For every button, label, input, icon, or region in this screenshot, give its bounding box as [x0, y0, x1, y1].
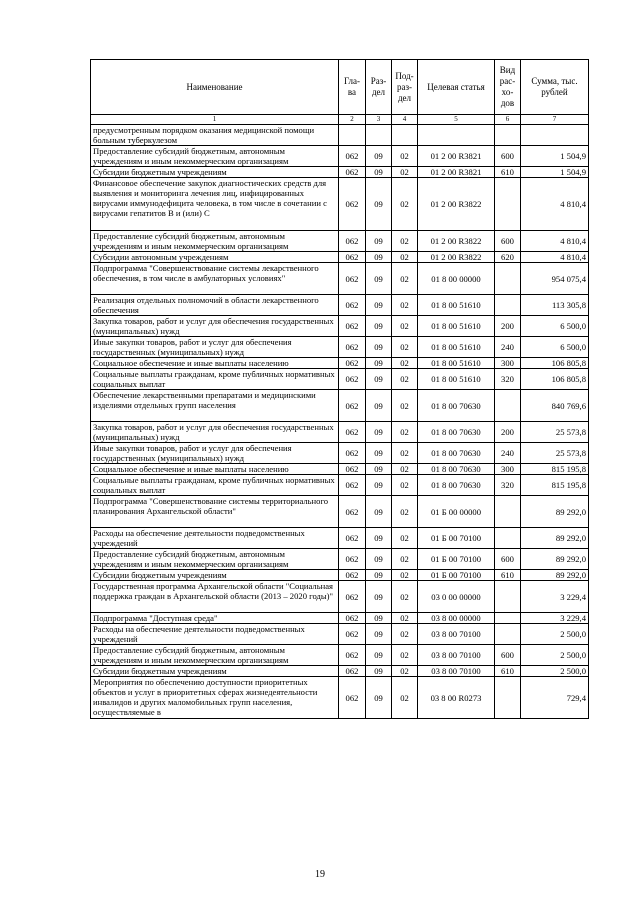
header-sum: Сумма, тыс. рублей — [521, 60, 589, 115]
cell-podrazdel: 02 — [392, 390, 418, 422]
cell-vid: 200 — [495, 316, 521, 337]
cell-razdel: 09 — [366, 295, 392, 316]
cell-target: 01 8 00 70630 — [418, 475, 495, 496]
cell-vid: 610 — [495, 167, 521, 178]
cell-target: 01 8 00 70630 — [418, 390, 495, 422]
table-row — [91, 475, 589, 496]
cell-name: Социальное обеспечение и иные выплаты населению — [91, 358, 339, 369]
cell-podrazdel: 02 — [392, 475, 418, 496]
column-number: 6 — [495, 115, 521, 125]
cell-name: Государственная программа Архангельской области "Социальная поддержка граждан в Архангельской области (2013 – 2020 годы)" — [91, 581, 339, 613]
cell-podrazdel: 02 — [392, 496, 418, 528]
header-row — [91, 60, 589, 115]
cell-sum: 4 810,4 — [521, 252, 589, 263]
cell-sum: 815 195,8 — [521, 475, 589, 496]
cell-podrazdel: 02 — [392, 358, 418, 369]
cell-target: 01 Б 00 70100 — [418, 570, 495, 581]
cell-target: 03 8 00 00000 — [418, 613, 495, 624]
cell-sum: 1 504,9 — [521, 146, 589, 167]
column-number: 1 — [91, 115, 339, 125]
cell-name: предусмотренным порядком оказания медицинской помощи больным туберкулезом — [91, 125, 339, 146]
cell-vid: 240 — [495, 337, 521, 358]
cell-razdel: 09 — [366, 613, 392, 624]
cell-sum: 2 500,0 — [521, 666, 589, 677]
cell-glava: 062 — [339, 337, 366, 358]
cell-razdel: 09 — [366, 316, 392, 337]
cell-razdel: 09 — [366, 422, 392, 443]
cell-target: 01 Б 00 70100 — [418, 528, 495, 549]
cell-glava: 062 — [339, 316, 366, 337]
cell-name: Реализация отдельных полномочий в области лекарственного обеспечения — [91, 295, 339, 316]
cell-target: 01 8 00 51610 — [418, 358, 495, 369]
cell-vid: 320 — [495, 369, 521, 390]
cell-vid: 600 — [495, 231, 521, 252]
table-row — [91, 624, 589, 645]
cell-podrazdel: 02 — [392, 570, 418, 581]
cell-podrazdel: 02 — [392, 528, 418, 549]
column-number: 7 — [521, 115, 589, 125]
cell-glava: 062 — [339, 624, 366, 645]
cell-vid: 600 — [495, 549, 521, 570]
cell-glava: 062 — [339, 422, 366, 443]
cell-target: 03 8 00 70100 — [418, 666, 495, 677]
cell-sum: 106 805,8 — [521, 369, 589, 390]
cell-razdel: 09 — [366, 146, 392, 167]
cell-razdel: 09 — [366, 570, 392, 581]
cell-sum: 815 195,8 — [521, 464, 589, 475]
cell-name: Расходы на обеспечение деятельности подведомственных учреждений — [91, 528, 339, 549]
cell-vid — [495, 496, 521, 528]
header-name: Наименование — [91, 60, 339, 115]
cell-target: 01 2 00 R3821 — [418, 146, 495, 167]
table-row — [91, 295, 589, 316]
cell-sum: 3 229,4 — [521, 581, 589, 613]
cell-razdel: 09 — [366, 549, 392, 570]
cell-razdel: 09 — [366, 231, 392, 252]
cell-sum: 106 805,8 — [521, 358, 589, 369]
cell-podrazdel: 02 — [392, 464, 418, 475]
cell-target: 03 8 00 70100 — [418, 645, 495, 666]
cell-podrazdel: 02 — [392, 252, 418, 263]
cell-glava: 062 — [339, 496, 366, 528]
cell-razdel: 09 — [366, 645, 392, 666]
cell-name: Подпрограмма "Совершенствование системы территориального планирования Архангельской области" — [91, 496, 339, 528]
cell-podrazdel: 02 — [392, 422, 418, 443]
cell-vid — [495, 581, 521, 613]
cell-razdel: 09 — [366, 443, 392, 464]
cell-sum: 6 500,0 — [521, 337, 589, 358]
cell-vid — [495, 528, 521, 549]
cell-vid: 610 — [495, 666, 521, 677]
cell-glava: 062 — [339, 464, 366, 475]
table-row — [91, 549, 589, 570]
cell-podrazdel: 02 — [392, 167, 418, 178]
cell-glava: 062 — [339, 252, 366, 263]
cell-sum: 3 229,4 — [521, 613, 589, 624]
cell-vid: 600 — [495, 645, 521, 666]
cell-razdel: 09 — [366, 358, 392, 369]
cell-name: Предоставление субсидий бюджетным, автономным учреждениям и иным некоммерческим организациям — [91, 549, 339, 570]
cell-glava: 062 — [339, 570, 366, 581]
table-row — [91, 645, 589, 666]
cell-razdel: 09 — [366, 666, 392, 677]
cell-podrazdel: 02 — [392, 624, 418, 645]
cell-vid — [495, 390, 521, 422]
cell-name: Подпрограмма "Доступная среда" — [91, 613, 339, 624]
cell-glava: 062 — [339, 581, 366, 613]
table-row — [91, 613, 589, 624]
cell-glava: 062 — [339, 295, 366, 316]
cell-target: 01 8 00 51610 — [418, 295, 495, 316]
cell-podrazdel: 02 — [392, 337, 418, 358]
cell-vid: 240 — [495, 443, 521, 464]
cell-target: 01 8 00 51610 — [418, 337, 495, 358]
table-row — [91, 464, 589, 475]
cell-glava: 062 — [339, 528, 366, 549]
cell-glava: 062 — [339, 231, 366, 252]
cell-sum: 25 573,8 — [521, 422, 589, 443]
cell-target: 01 8 00 00000 — [418, 263, 495, 295]
cell-podrazdel: 02 — [392, 178, 418, 231]
cell-podrazdel: 02 — [392, 146, 418, 167]
cell-name: Расходы на обеспечение деятельности подведомственных учреждений — [91, 624, 339, 645]
table-body — [91, 125, 589, 719]
cell-glava: 062 — [339, 549, 366, 570]
cell-sum: 113 305,8 — [521, 295, 589, 316]
cell-podrazdel: 02 — [392, 263, 418, 295]
cell-vid: 600 — [495, 146, 521, 167]
cell-vid — [495, 125, 521, 146]
table-row — [91, 252, 589, 263]
column-number: 4 — [392, 115, 418, 125]
cell-sum: 89 292,0 — [521, 549, 589, 570]
cell-glava — [339, 125, 366, 146]
cell-podrazdel: 02 — [392, 666, 418, 677]
cell-target: 03 8 00 R0273 — [418, 677, 495, 719]
budget-table — [90, 59, 589, 719]
cell-target: 01 8 00 70630 — [418, 464, 495, 475]
cell-glava: 062 — [339, 475, 366, 496]
cell-podrazdel: 02 — [392, 316, 418, 337]
cell-target: 03 8 00 70100 — [418, 624, 495, 645]
cell-sum: 6 500,0 — [521, 316, 589, 337]
cell-podrazdel: 02 — [392, 231, 418, 252]
cell-sum: 1 504,9 — [521, 167, 589, 178]
cell-target: 01 2 00 R3822 — [418, 252, 495, 263]
cell-name: Закупка товаров, работ и услуг для обеспечения государственных (муниципальных) нужд — [91, 316, 339, 337]
cell-vid — [495, 613, 521, 624]
cell-razdel: 09 — [366, 369, 392, 390]
table-row — [91, 231, 589, 252]
table-row — [91, 390, 589, 422]
cell-sum: 89 292,0 — [521, 496, 589, 528]
cell-vid: 300 — [495, 358, 521, 369]
cell-name: Закупка товаров, работ и услуг для обеспечения государственных (муниципальных) нужд — [91, 422, 339, 443]
cell-name: Субсидии бюджетным учреждениям — [91, 570, 339, 581]
cell-razdel: 09 — [366, 528, 392, 549]
cell-glava: 062 — [339, 146, 366, 167]
cell-podrazdel: 02 — [392, 295, 418, 316]
cell-razdel — [366, 125, 392, 146]
cell-name: Субсидии бюджетным учреждениям — [91, 666, 339, 677]
cell-sum: 4 810,4 — [521, 178, 589, 231]
cell-sum: 89 292,0 — [521, 570, 589, 581]
table-row — [91, 496, 589, 528]
cell-target: 01 Б 00 00000 — [418, 496, 495, 528]
cell-podrazdel: 02 — [392, 613, 418, 624]
cell-glava: 062 — [339, 443, 366, 464]
column-number: 3 — [366, 115, 392, 125]
cell-vid: 320 — [495, 475, 521, 496]
cell-razdel: 09 — [366, 475, 392, 496]
cell-vid — [495, 295, 521, 316]
cell-razdel: 09 — [366, 677, 392, 719]
cell-name: Иные закупки товаров, работ и услуг для обеспечения государственных (муниципальных) нужд — [91, 443, 339, 464]
cell-razdel: 09 — [366, 581, 392, 613]
cell-podrazdel: 02 — [392, 549, 418, 570]
cell-podrazdel — [392, 125, 418, 146]
cell-glava: 062 — [339, 613, 366, 624]
cell-glava: 062 — [339, 645, 366, 666]
header-target: Целевая статья — [418, 60, 495, 115]
cell-razdel: 09 — [366, 252, 392, 263]
cell-vid: 620 — [495, 252, 521, 263]
cell-name: Социальные выплаты гражданам, кроме публичных нормативных социальных выплат — [91, 369, 339, 390]
cell-vid — [495, 677, 521, 719]
cell-target: 01 8 00 51610 — [418, 316, 495, 337]
cell-target: 01 2 00 R3821 — [418, 167, 495, 178]
cell-razdel: 09 — [366, 337, 392, 358]
table-row — [91, 167, 589, 178]
cell-razdel: 09 — [366, 624, 392, 645]
cell-sum — [521, 125, 589, 146]
cell-vid — [495, 178, 521, 231]
cell-vid: 300 — [495, 464, 521, 475]
table-row — [91, 316, 589, 337]
table-row — [91, 358, 589, 369]
cell-podrazdel: 02 — [392, 443, 418, 464]
cell-sum: 89 292,0 — [521, 528, 589, 549]
cell-name: Подпрограмма "Совершенствование системы лекарственного обеспечения, в том числе в амбулаторных условиях" — [91, 263, 339, 295]
cell-podrazdel: 02 — [392, 677, 418, 719]
cell-target: 01 2 00 R3822 — [418, 231, 495, 252]
cell-name: Субсидии автономным учреждениям — [91, 252, 339, 263]
cell-name: Обеспечение лекарственными препаратами и медицинскими изделиями отдельных групп населения — [91, 390, 339, 422]
cell-target: 01 2 00 R3822 — [418, 178, 495, 231]
cell-podrazdel: 02 — [392, 645, 418, 666]
cell-razdel: 09 — [366, 390, 392, 422]
cell-razdel: 09 — [366, 167, 392, 178]
cell-glava: 062 — [339, 369, 366, 390]
table-row — [91, 125, 589, 146]
cell-glava: 062 — [339, 677, 366, 719]
cell-target: 01 8 00 70630 — [418, 422, 495, 443]
cell-name: Социальное обеспечение и иные выплаты населению — [91, 464, 339, 475]
header-vid: Вид рас-хо-дов — [495, 60, 521, 115]
cell-glava: 062 — [339, 167, 366, 178]
cell-vid: 610 — [495, 570, 521, 581]
cell-name: Предоставление субсидий бюджетным, автономным учреждениям и иным некоммерческим организациям — [91, 146, 339, 167]
table-row — [91, 581, 589, 613]
cell-glava: 062 — [339, 263, 366, 295]
table-row — [91, 443, 589, 464]
column-number: 2 — [339, 115, 366, 125]
cell-target: 03 0 00 00000 — [418, 581, 495, 613]
cell-podrazdel: 02 — [392, 369, 418, 390]
cell-target — [418, 125, 495, 146]
header-podrazdel: Под-раз-дел — [392, 60, 418, 115]
cell-glava: 062 — [339, 390, 366, 422]
cell-razdel: 09 — [366, 464, 392, 475]
cell-glava: 062 — [339, 666, 366, 677]
cell-sum: 840 769,6 — [521, 390, 589, 422]
table-row — [91, 422, 589, 443]
cell-razdel: 09 — [366, 496, 392, 528]
cell-target: 01 Б 00 70100 — [418, 549, 495, 570]
cell-name: Мероприятия по обеспечению доступности приоритетных объектов и услуг в приоритетных сферах жизнедеятельности инвалидов и других маломобильных групп населения, осуществляемые в — [91, 677, 339, 719]
cell-vid — [495, 624, 521, 645]
cell-vid — [495, 263, 521, 295]
table-row — [91, 570, 589, 581]
column-number-row — [91, 115, 589, 125]
cell-target: 01 8 00 70630 — [418, 443, 495, 464]
table-row — [91, 369, 589, 390]
cell-name: Финансовое обеспечение закупок диагностических средств для выявления и мониторинга лечения лиц, инфицированных вирусами иммунодефицита человека, в том числе в сочетании с вирусами гепатитов В и (или) С — [91, 178, 339, 231]
cell-name: Субсидии бюджетным учреждениям — [91, 167, 339, 178]
header-glava: Гла-ва — [339, 60, 366, 115]
cell-name: Предоставление субсидий бюджетным, автономным учреждениям и иным некоммерческим организациям — [91, 231, 339, 252]
table-row — [91, 146, 589, 167]
table-row — [91, 677, 589, 719]
cell-sum: 729,4 — [521, 677, 589, 719]
cell-razdel: 09 — [366, 178, 392, 231]
cell-glava: 062 — [339, 178, 366, 231]
column-number: 5 — [418, 115, 495, 125]
cell-sum: 2 500,0 — [521, 645, 589, 666]
cell-sum: 25 573,8 — [521, 443, 589, 464]
table-row — [91, 337, 589, 358]
cell-name: Иные закупки товаров, работ и услуг для обеспечения государственных (муниципальных) нужд — [91, 337, 339, 358]
page-number: 19 — [315, 869, 325, 880]
cell-sum: 954 075,4 — [521, 263, 589, 295]
table-row — [91, 178, 589, 231]
header-razdel: Раз-дел — [366, 60, 392, 115]
cell-sum: 2 500,0 — [521, 624, 589, 645]
cell-name: Социальные выплаты гражданам, кроме публичных нормативных социальных выплат — [91, 475, 339, 496]
cell-glava: 062 — [339, 358, 366, 369]
cell-podrazdel: 02 — [392, 581, 418, 613]
cell-vid: 200 — [495, 422, 521, 443]
table-row — [91, 528, 589, 549]
table-row — [91, 666, 589, 677]
cell-name: Предоставление субсидий бюджетным, автономным учреждениям и иным некоммерческим организациям — [91, 645, 339, 666]
cell-razdel: 09 — [366, 263, 392, 295]
cell-sum: 4 810,4 — [521, 231, 589, 252]
cell-target: 01 8 00 51610 — [418, 369, 495, 390]
table-row — [91, 263, 589, 295]
